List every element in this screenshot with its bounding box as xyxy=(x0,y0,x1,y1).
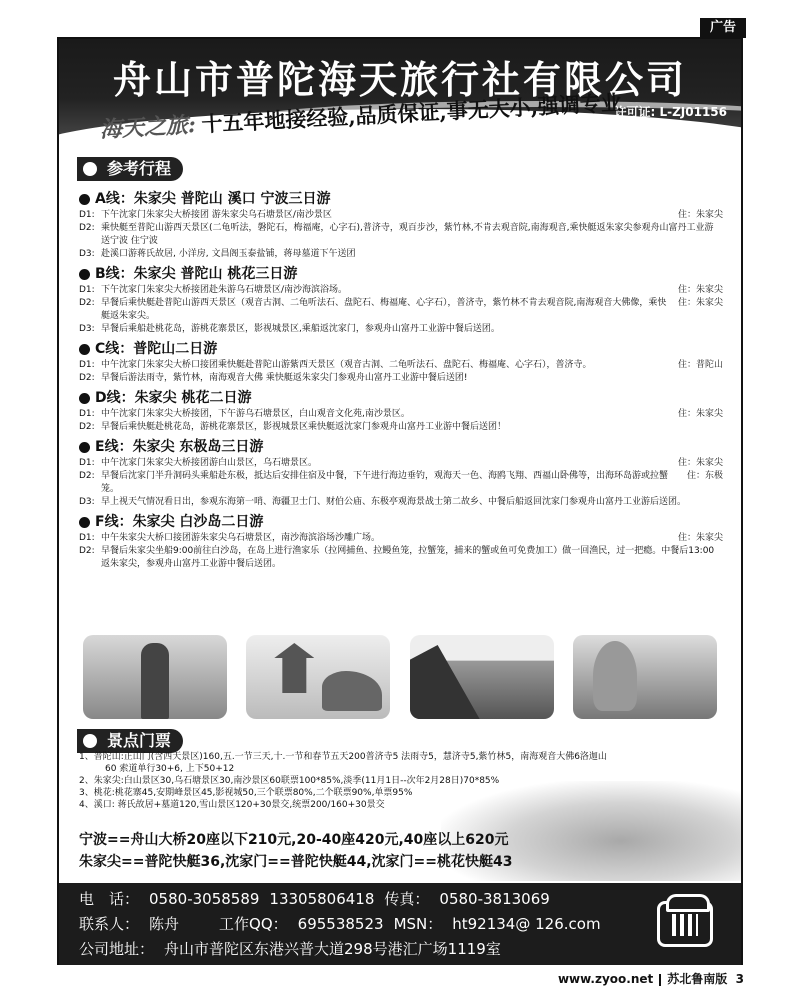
route-block xyxy=(79,437,723,509)
route-block xyxy=(79,388,723,434)
msn-address: ht92134@ 126.com xyxy=(452,915,601,933)
route-list xyxy=(79,189,723,574)
overnight-stay xyxy=(715,248,723,261)
edition: 苏北鲁南版 xyxy=(667,972,728,986)
route-block xyxy=(79,512,723,571)
route-name: C线：普陀山二日游 xyxy=(95,341,218,357)
overnight-stay: 住：朱家尖 xyxy=(677,458,723,468)
bullet-icon xyxy=(83,162,97,176)
itinerary-heading xyxy=(77,157,183,181)
day-description: 早上视天气情况看日出，参观东海第一哨、海疆卫士门、财伯公庙、东极亭观海景战士第二故乡、中餐后船返回沈家门参观舟山富丹工业游后送团。 xyxy=(101,497,687,507)
day-description: 早餐后乘船赴桃花岛，游桃花寨景区，影视城景区,乘船返沈家门，参观舟山富丹工业游中餐后送团。 xyxy=(101,324,500,334)
route-title xyxy=(79,264,723,284)
qq-number: 695538523 xyxy=(297,915,384,933)
day-description: 下午沈家门朱家尖大桥接团赴朱游乌石塘景区/南沙海滨浴场。 xyxy=(101,285,348,295)
guanyin-statue-photo xyxy=(83,635,227,719)
route-title xyxy=(79,189,723,209)
qq-label: 工作QQ： xyxy=(219,915,288,933)
day-label: D2: xyxy=(79,223,95,233)
contact-bar xyxy=(59,883,741,965)
rock-shape xyxy=(322,671,382,711)
mobile-number: 13305806418 xyxy=(269,890,375,908)
bullet-icon xyxy=(79,442,90,453)
overnight-stay xyxy=(715,372,723,385)
day-description: 早餐后沈家门半升洞码头乘船赴东极，抵达后安排住宿及中餐，下午进行海边垂钓，观海天一色、海鸥飞翔、西福山卧佛等，出海环岛游或拉蟹笼。 xyxy=(101,471,669,494)
overnight-stay: 住：普陀山 xyxy=(677,360,723,370)
day-label: D2: xyxy=(79,546,95,556)
day-label: D1: xyxy=(79,210,95,220)
pagoda-shape xyxy=(274,643,314,693)
website: www.zyoo.net xyxy=(557,972,654,986)
person-label: 联系人： xyxy=(79,915,140,933)
route-name: E线：朱家尖 东极岛三日游 xyxy=(95,439,264,455)
day-description: 中午沈家门朱家尖大桥口接团乘快艇赴普陀山游紫西天景区（观音古洞、二龟听法石、盘陀石、梅福庵、心字石），普济寺。 xyxy=(101,360,592,370)
day-description: 早餐后乘快艇赴桃花岛，游桃花寨景区，影视城景区乘快艇返沈家门参观舟山富丹工业游中餐后送团！ xyxy=(101,422,507,432)
overnight-stay xyxy=(715,545,723,571)
day-row xyxy=(79,297,723,323)
bullet-icon xyxy=(79,269,90,280)
route-title xyxy=(79,512,723,532)
overnight-stay: 住：朱家尖 xyxy=(677,533,723,543)
brand-name: 海天之旅: xyxy=(99,111,197,143)
page-number: 3 xyxy=(735,972,744,986)
pagoda-photo xyxy=(246,635,390,719)
bullet-icon xyxy=(79,517,90,528)
transport-prices xyxy=(79,829,723,873)
route-block xyxy=(79,189,723,261)
bullet-icon xyxy=(79,393,90,404)
overnight-stay xyxy=(715,323,723,336)
day-label: D2: xyxy=(79,471,95,481)
day-row xyxy=(79,359,723,372)
day-label: D1: xyxy=(79,285,95,295)
day-row xyxy=(79,532,723,545)
tickets-title: 景点门票 xyxy=(107,731,172,750)
phone-number: 0580-3058589 xyxy=(149,890,260,908)
day-row xyxy=(79,545,723,571)
day-description: 中午沈家门朱家尖大桥接团，下午游乌石塘景区，白山观音文化苑,南沙景区。 xyxy=(101,409,410,419)
day-label: D1: xyxy=(79,533,95,543)
stone-shape xyxy=(593,641,637,711)
day-label: D2: xyxy=(79,298,95,308)
route-block xyxy=(79,264,723,336)
phone-row xyxy=(79,887,721,912)
ticket-list xyxy=(79,751,723,811)
day-label: D2: xyxy=(79,373,95,383)
tickets-heading xyxy=(77,729,183,753)
price-line: 宁波==舟山大桥20座以下210元,20-40座420元,40座以上620元 xyxy=(79,832,509,848)
msn-label: MSN： xyxy=(393,915,443,933)
phone-label: 电 话： xyxy=(79,890,140,908)
day-label: D3: xyxy=(79,324,95,334)
address-row xyxy=(79,937,721,962)
day-label: D3: xyxy=(79,497,95,507)
fax-number: 0580-3813069 xyxy=(439,890,550,908)
fax-label: 传真： xyxy=(384,890,430,908)
price-line: 朱家尖==普陀快艇36,沈家门==普陀快艇44,沈家门==桃花快艇43 xyxy=(79,854,513,870)
day-row xyxy=(79,470,723,496)
route-name: D线：朱家尖 桃花二日游 xyxy=(95,390,252,406)
overnight-stay: 住：东极 xyxy=(686,471,723,481)
overnight-stay: 住：朱家尖 xyxy=(677,298,723,308)
day-label: D2: xyxy=(79,422,95,432)
day-label: D1: xyxy=(79,409,95,419)
day-description: 乘快艇至普陀山游西天景区(二龟听法，磐陀石，梅福庵，心字石),普济寺，观百步沙，紫竹林,不肯去观音院,南海观音,乘快艇返朱家尖参观舟山富丹工业游送宁波 住宁波 xyxy=(101,223,714,246)
route-name: B线：朱家尖 普陀山 桃花三日游 xyxy=(95,266,298,282)
stone-carving-photo xyxy=(573,635,717,719)
day-row xyxy=(79,457,723,470)
overnight-stay xyxy=(715,421,723,434)
day-description: 中午沈家门朱家尖大桥接团游白山景区，乌石塘景区。 xyxy=(101,458,318,468)
coast-photo xyxy=(410,635,554,719)
route-title xyxy=(79,437,723,457)
person-row xyxy=(79,912,721,937)
slogan-text: 十五年地接经验,品质保证,事无大小,强调专业 xyxy=(200,89,623,137)
day-description: 赴溪口游蒋氏故居, 小洋房, 文昌阁玉泰盐铺，蒋母墓道下午送团 xyxy=(101,249,356,259)
day-description: 下午沈家门朱家尖大桥接团 游朱家尖乌石塘景区/南沙景区 xyxy=(101,210,332,220)
statue-shape xyxy=(141,643,169,719)
day-row xyxy=(79,421,723,434)
telephone-icon xyxy=(657,901,713,947)
day-row xyxy=(79,372,723,385)
day-row xyxy=(79,284,723,297)
ticket-line: 4、溪口: 蒋氏故居+墓道120,雪山景区120+30景交,统票200/160+30景交 xyxy=(79,800,385,810)
day-description: 早餐后朱家尖坐船9:00前往白沙岛，在岛上进行渔家乐（拉网捕鱼、拉鳗鱼笼，拉蟹笼，捕来的蟹或鱼可免费加工）做一回渔民，过一把瘾。中餐后13:00返朱家尖，参观舟山富丹工业游中餐后送团。 xyxy=(101,546,715,569)
ticket-line: 3、桃花:桃花寨45,安期峰景区45,影视城50,三个联票80%,二个联票90%,单票95% xyxy=(79,788,413,798)
ticket-line: 2、朱家尖:白山景区30,乌石塘景区30,南沙景区60联票100*85%,淡季(11月1日--次年2月28日)70*85% xyxy=(79,776,500,786)
day-row xyxy=(79,209,723,222)
bullet-icon xyxy=(83,734,97,748)
day-row xyxy=(79,248,723,261)
route-title xyxy=(79,388,723,408)
bullet-icon xyxy=(79,344,90,355)
overnight-stay: 住：朱家尖 xyxy=(677,409,723,419)
overnight-stay: 住：朱家尖 xyxy=(677,285,723,295)
day-description: 早餐后乘快艇赴普陀山游西天景区（观音古洞、二龟听法石、盘陀石、梅福庵、心字石），普济寺，紫竹林不肯去观音院,南海观音大佛像，乘快艇返朱家尖。 xyxy=(101,298,667,321)
license-number: 许可证: L-ZJ01156 xyxy=(614,105,727,119)
divider xyxy=(659,974,661,986)
overnight-stay xyxy=(715,222,723,248)
overnight-stay: 住：朱家尖 xyxy=(677,210,723,220)
ticket-line: 1、普陀山:正山门(含西天景区)160,五.一节三天,十.一节和春节五天200普济寺5 法雨寺5，慧济寺5,紫竹林5，南海观音大佛6洛迦山 xyxy=(79,752,607,762)
header-banner xyxy=(59,39,741,157)
day-row xyxy=(79,496,723,509)
company-name: 舟山市普陀海天旅行社有限公司 xyxy=(112,58,687,102)
overnight-stay xyxy=(715,496,723,509)
day-row xyxy=(79,323,723,336)
photo-strip xyxy=(83,635,717,719)
day-row xyxy=(79,222,723,248)
route-title xyxy=(79,339,723,359)
cliff-shape xyxy=(410,645,480,719)
contact-person: 陈舟 xyxy=(149,915,180,933)
day-description: 早餐后游法雨寺，紫竹林，南海观音大佛 乘快艇返朱家尖门参观舟山富丹工业游中餐后送团! xyxy=(101,373,468,383)
route-name: A线：朱家尖 普陀山 溪口 宁波三日游 xyxy=(95,191,331,207)
ticket-line: 60 索道单行30+6, 上下50+12 xyxy=(105,764,235,774)
itinerary-title: 参考行程 xyxy=(107,159,172,178)
day-description: 中午朱家尖大桥口接团游朱家尖乌石塘景区，南沙海滨浴场沙雕广场。 xyxy=(101,533,381,543)
route-block xyxy=(79,339,723,385)
ad-label: 广告 xyxy=(700,18,746,38)
company-address: 舟山市普陀区东港兴普大道298号港汇广场1119室 xyxy=(164,940,501,958)
route-name: F线：朱家尖 白沙岛二日游 xyxy=(95,514,264,530)
page-footer xyxy=(558,970,744,987)
day-label: D1: xyxy=(79,360,95,370)
day-row xyxy=(79,408,723,421)
address-label: 公司地址： xyxy=(79,940,155,958)
day-label: D3: xyxy=(79,249,95,259)
advertisement xyxy=(57,37,743,965)
bullet-icon xyxy=(79,194,90,205)
day-label: D1: xyxy=(79,458,95,468)
